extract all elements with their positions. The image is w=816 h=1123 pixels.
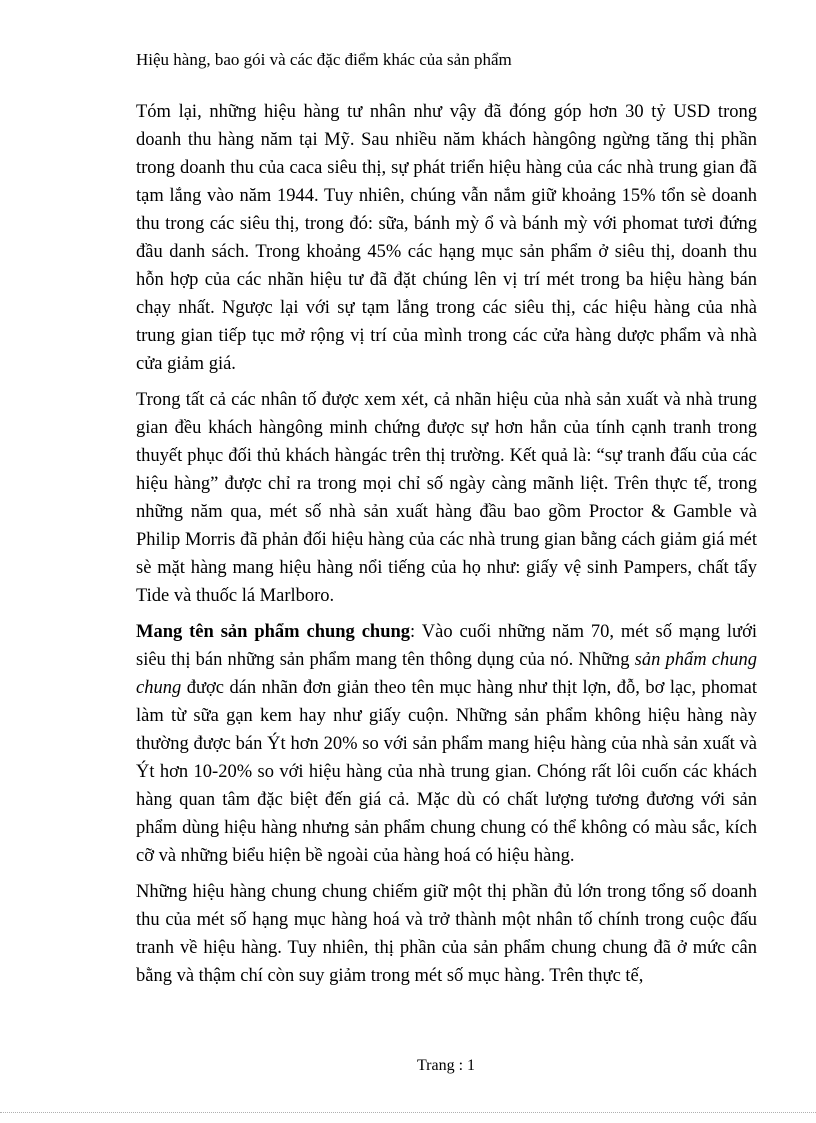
paragraph-2: Trong tất cả các nhân tố được xem xét, cả nhãn hiệu của nhà sản xuất và nhà trung gian đều khách hàngông minh chứng được sự hơn hẳn của tính cạnh tranh trong thuyết phục đối thủ khách hàngác trên thị trường. Kết quả là: “sự tranh đấu của các hiệu hàng” được chỉ ra trong mọi chỉ số ngày càng mãnh liệt. Trên thực tế, trong những năm qua, mét số nhà sản xuất hàng đầu bao gồm Proctor & Gamble và Philip Morris đã phản đối hiệu hàng của các nhà trung gian bằng cách giảm giá mét sè mặt hàng mang hiệu hàng nổi tiếng của họ như: giấy vệ sinh Pampers, chất tẩy Tide và thuốc lá Marlboro. xyxy=(136,390,757,606)
paragraph-3-part-2: được dán nhãn đơn giản theo tên mục hàng như thịt lợn, đỗ, bơ lạc, phomat làm từ sữa gạn kem hay như giấy cuộn. Những sản phẩm không hiệu hàng này thường được bán Ýt hơn 20% so với sản phẩm mang hiệu hàng của nhà sản xuất và Ýt hơn 10-20% so với hiệu hàng của nhà trung gian. Chóng rất lôi cuốn các khách hàng quan tâm đặc biệt đến giá cả. Mặc dù có chất lượng tương đương với sản phẩm dùng hiệu hàng nhưng sản phẩm chung chung có thể không có màu sắc, kích cỡ và những biểu hiện bề ngoài của hàng hoá có hiệu hàng. xyxy=(136,678,757,866)
paragraph-3-italic-term: sản phẩm chung chung xyxy=(136,650,757,698)
paragraph-3-bold-lead: Mang tên sản phẩm chung chung xyxy=(136,622,411,642)
page-bottom-divider xyxy=(0,1112,816,1113)
paragraph-3-part-1: : Vào cuối những năm 70, mét số mạng lưới siêu thị bán những sản phẩm mang tên thông dụng của nó. Những xyxy=(136,622,757,670)
paragraph-4: Những hiệu hàng chung chung chiếm giữ một thị phần đủ lớn trong tổng số doanh thu của mét số hạng mục hàng hoá và trở thành một nhân tố chính trong cuộc đấu tranh về hiệu hàng. Tuy nhiên, thị phần của sản phẩm chung chung đã ở mức cân bằng và thậm chí còn suy giảm trong mét số mục hàng. Trên thực tế, xyxy=(136,882,757,986)
document-body xyxy=(136,98,757,998)
page-number: Trang : 1 xyxy=(416,1057,476,1074)
page-footer xyxy=(0,1057,816,1075)
page-header-title: Hiệu hàng, bao gói và các đặc điểm khác của sản phẩm xyxy=(136,50,512,69)
paragraph-1: Tóm lại, những hiệu hàng tư nhân như vậy đã đóng góp hơn 30 tỷ USD trong doanh thu hàng năm tại Mỹ. Sau nhiều năm khách hàngông ngừng tăng thị phần trong doanh thu của caca siêu thị, sự phát triển hiệu hàng của các nhà trung gian đã tạm lắng vào năm 1944. Tuy nhiên, chúng vẫn nắm giữ khoảng 15% tổn sè doanh thu trong các siêu thị, trong đó: sữa, bánh mỳ ổ và bánh mỳ với phomat tươi đứng đầu danh sách. Trong khoảng 45% các hạng mục sản phẩm ở siêu thị, doanh thu hỗn hợp của các nhãn hiệu tư đã đặt chúng lên vị trí mét trong ba hiệu hàng bán chạy nhất. Ngược lại với sự tạm lắng trong các siêu thị, các hiệu hàng của nhà trung gian tiếp tục mở rộng vị trí của mình trong các cửa hàng dược phẩm và nhà cửa giảm giá. xyxy=(136,102,757,374)
paragraph-3 xyxy=(136,618,757,870)
